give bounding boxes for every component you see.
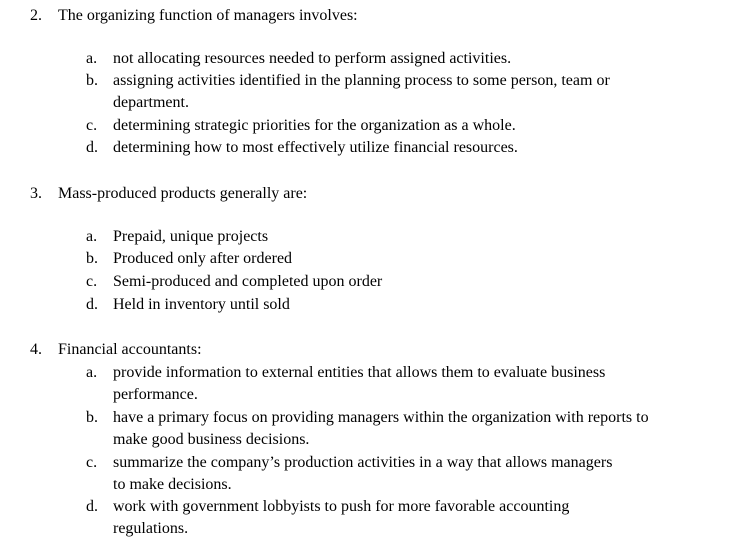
option-text: determining how to most effectively utilize financial resources. bbox=[113, 139, 518, 156]
answer-option bbox=[86, 115, 686, 137]
question-2-heading bbox=[30, 6, 358, 26]
option-letter: c. bbox=[86, 454, 98, 471]
option-letter: b. bbox=[86, 72, 98, 89]
option-letter: c. bbox=[86, 117, 98, 134]
question-prompt: Mass-produced products generally are: bbox=[58, 185, 308, 202]
option-letter: d. bbox=[86, 296, 98, 313]
option-text: summarize the company’s production activities in a way that allows managers to make decisions. bbox=[113, 454, 613, 493]
option-text: provide information to external entities that allows them to evaluate business performance. bbox=[113, 364, 606, 403]
option-letter: a. bbox=[86, 364, 98, 381]
option-letter: a. bbox=[86, 50, 98, 67]
option-letter: a. bbox=[86, 228, 98, 245]
answer-option bbox=[86, 362, 686, 406]
question-number: 3. bbox=[30, 185, 42, 202]
question-3-heading bbox=[30, 184, 307, 204]
option-letter: d. bbox=[86, 498, 98, 515]
answer-option bbox=[86, 407, 686, 451]
option-text: Produced only after ordered bbox=[113, 250, 293, 267]
question-number: 4. bbox=[30, 341, 42, 358]
option-text: determining strategic priorities for the organization as a whole. bbox=[113, 117, 516, 134]
option-text: Held in inventory until sold bbox=[113, 296, 290, 313]
question-prompt: The organizing function of managers involves: bbox=[58, 7, 358, 24]
option-letter: b. bbox=[86, 250, 98, 267]
option-text: work with government lobbyists to push for more favorable accounting regulations. bbox=[113, 498, 570, 537]
option-text: Semi-produced and completed upon order bbox=[113, 273, 383, 290]
option-text: not allocating resources needed to perform assigned activities. bbox=[113, 50, 512, 67]
answer-option bbox=[86, 226, 686, 248]
answer-option bbox=[86, 248, 686, 270]
option-letter: d. bbox=[86, 139, 98, 156]
answer-option bbox=[86, 70, 686, 114]
answer-option bbox=[86, 271, 686, 293]
answer-option bbox=[86, 48, 686, 70]
option-text: have a primary focus on providing managers within the organization with reports to make good business decisions. bbox=[113, 409, 649, 448]
answer-option bbox=[86, 496, 686, 540]
question-prompt: Financial accountants: bbox=[58, 341, 202, 358]
question-number: 2. bbox=[30, 7, 42, 24]
answer-option bbox=[86, 137, 686, 159]
option-letter: c. bbox=[86, 273, 98, 290]
option-letter: b. bbox=[86, 409, 98, 426]
question-4-heading bbox=[30, 340, 202, 360]
option-text: assigning activities identified in the planning process to some person, team or department. bbox=[113, 72, 610, 111]
option-text: Prepaid, unique projects bbox=[113, 228, 269, 245]
answer-option bbox=[86, 452, 686, 496]
answer-option bbox=[86, 294, 686, 316]
